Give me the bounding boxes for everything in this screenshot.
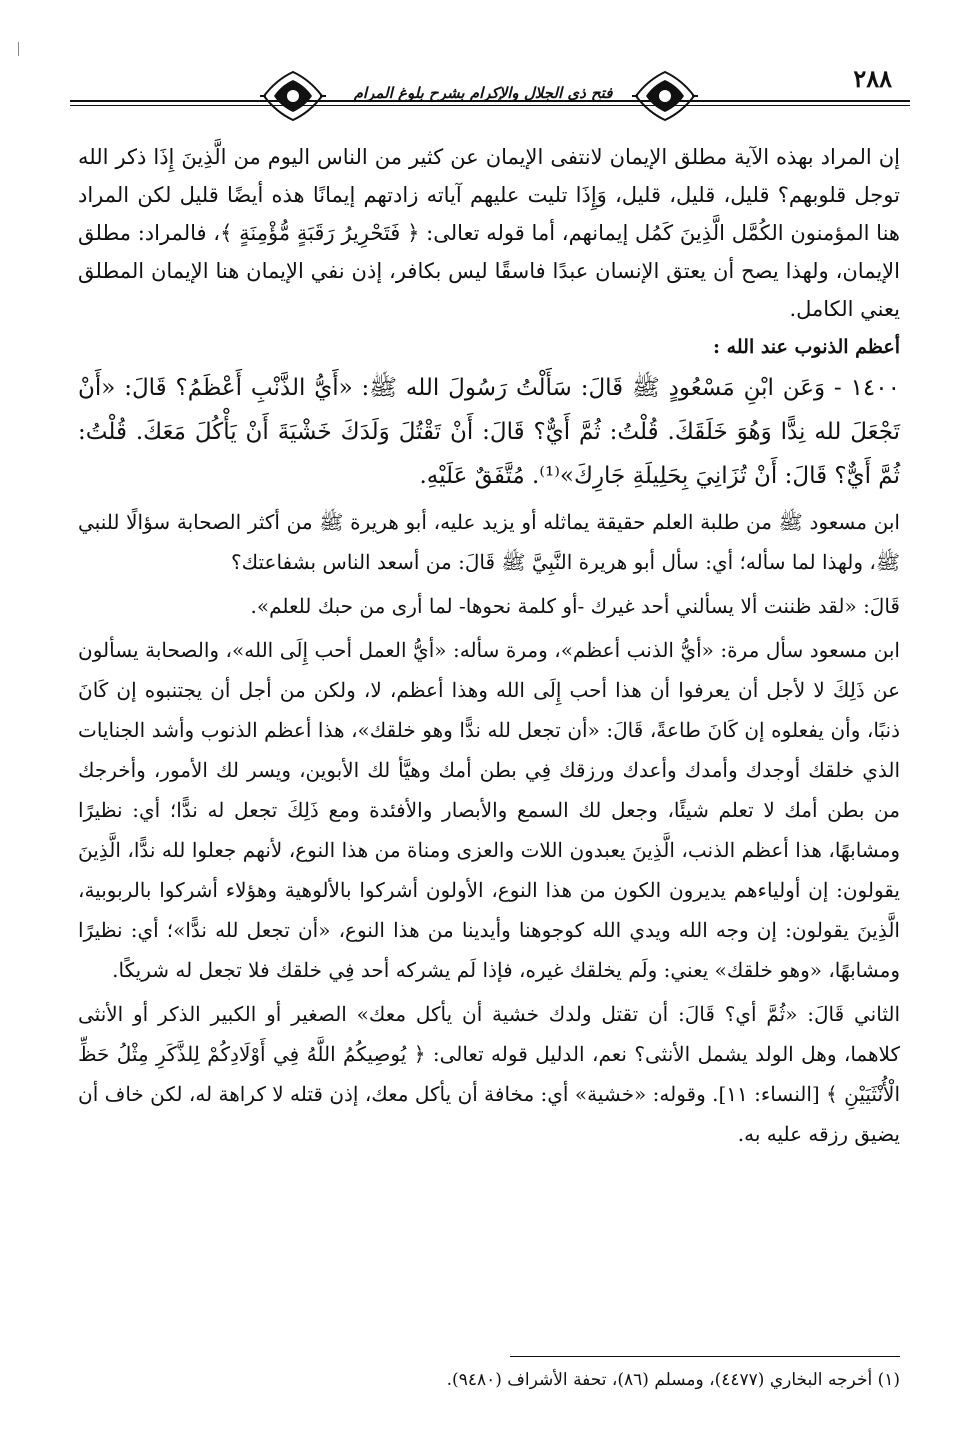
margin-mark — [18, 42, 19, 56]
paragraph-commentary-2: قَالَ: «لقد ظننت ألا يسألني أحد غيرك -أو كلمة نحوها- لما أرى من حبك للعلم». — [250, 594, 900, 618]
paragraph-commentary-1: ابن مسعود ﷺ من طلبة العلم حقيقة يماثله أو يزيد عليه، أبو هريرة ﷺ من أكثر الصحابة سؤالًا للنبي ﷺ، ولهذا لما سأله؛ أي: سأل أبو هريرة النَّبِيَّ ﷺ قَالَ: من أسعد الناس بشفاعتك؟ — [78, 510, 900, 574]
page-header — [70, 62, 910, 124]
footnote-rule — [510, 1356, 900, 1357]
section-heading: أعظم الذنوب عند الله : — [713, 336, 900, 358]
paragraph-intro: إن المراد بهذه الآية مطلق الإيمان لانتفى الإيمان عن كثير من الناس اليوم من الَّذِينَ إِذَا ذكر الله توجل قلوبهم؟ قليل، قليل، قليل، وَإِذَا تليت عليهم آياته زادتهم إيمانًا هذه أيضًا قليل لكن المراد هنا المؤمنون الكُمَّل الَّذِينَ كَمُل إيمانهم، أما قوله تعالى: ﴿ فَتَحْرِيرُ رَقَبَةٍ مُّؤْمِنَةٍ ﴾، فالمراد: مطلق الإيمان، ولهذا يصح أن يعتق الإنسان عبدًا فاسقًا ليس بكافر، إذن نفي الإيمان هنا الإيمان المطلق يعني الكامل. — [78, 145, 900, 321]
ornament-left-icon — [258, 68, 328, 124]
ornament-right-icon — [630, 68, 700, 124]
hadith-text: ١٤٠٠ - وَعَن ابْنِ مَسْعُودٍ ﷺ قَالَ: سَأَلْتُ رَسُولَ الله ﷺ: «أَيُّ الذَّنْبِ أَعْظَمُ؟ قَالَ: «أَنْ تَجْعَلَ لله نِدًّا وَهُوَ خَلَقَكَ. قُلْتُ: ثُمَّ أَيٌّ؟ قَالَ: أَنْ تَقْتُلَ وَلَدَكَ خَشْيَةَ أَنْ يَأْكُلَ مَعَكَ. قُلْتُ: ثُمَّ أَيٌّ؟ قَالَ: أَنْ تُزَانِيَ بِحَلِيلَةِ جَارِكَ»⁽¹⁾. مُتَّفَقٌ عَلَيْهِ. — [78, 375, 900, 489]
paragraph-commentary-3: ابن مسعود سأل مرة: «أيُّ الذنب أعظم»، ومرة سأله: «أيُّ العمل أحب إِلَى الله»، والصحابة يسألون عن ذَلِكَ لا لأجل أن يعرفوا أن هذا أحب إِلَى الله وهذا أعظم، لا، ولكن من أجل أن يجتنبوه إن كَانَ ذنبًا، وأن يفعلوه إن كَانَ طاعةً، قَالَ: «أن تجعل لله ندًّا وهو خلقك»، هذا أعظم الذنوب وأشد الجنايات الذي خلقك أوجدك وأمدك وأعدك ورزقك فِي بطن أمك وهيَّأ لك الأبوين، ويسر لك الأمور، وأخرجك من بطن أمك لا تعلم شيئًا، وجعل لك السمع والأبصار والأفئدة ومع ذَلِكَ تجعل له ندًّا؛ أي: نظيرًا ومشابهًا، هذا أعظم الذنب، الَّذِينَ يعبدون اللات والعزى ومناة من هذا النوع، لأنهم جعلوا لله ندًّا، الَّذِينَ يقولون: إن أولياءهم يديرون الكون من هذا النوع، الأولون أشركوا بالألوهية وهؤلاء أشركوا بالربوبية، الَّذِينَ يقولون: إن وجه الله ويدي الله كوجوهنا وأيدينا من هذا النوع، «أن تجعل لله ندًّا»؛ أي: نظيرًا ومشابهًا، «وهو خلقك» يعني: ولَم يخلقك غيره، فإذا لَم يشركه أحد فِي خلقك فلا تجعل له شريكًا. — [78, 638, 900, 982]
paragraph-commentary-4: الثاني قَالَ: «ثُمَّ أي؟ قَالَ: أن تقتل ولدك خشية أن يأكل معك» الصغير أو الكبير الذكر أو الأنثى كلاهما، وهل الولد يشمل الأنثى؟ نعم، الدليل قوله تعالى: ﴿ يُوصِيكُمُ اللَّهُ فِي أَوْلَادِكُمْ لِلذَّكَرِ مِثْلُ حَظِّ الْأُنْثَيَيْنِ ﴾ [النساء: ١١]. وقوله: «خشية» أي: مخافة أن يأكل معك، إذن قتله لا كراهة له، لكن خاف أن يضيق رزقه عليه به. — [78, 1002, 901, 1146]
main-text — [78, 138, 900, 1158]
footnote: (١) أخرجه البخاري (٤٤٧٧)، ومسلم (٨٦)، تحفة الأشراف (٩٤٨٠). — [446, 1370, 900, 1390]
page-number: ٢٨٨ — [853, 64, 892, 93]
book-title: فتح ذي الجلال والإكرام بشرح بلوغ المرام — [353, 84, 613, 102]
